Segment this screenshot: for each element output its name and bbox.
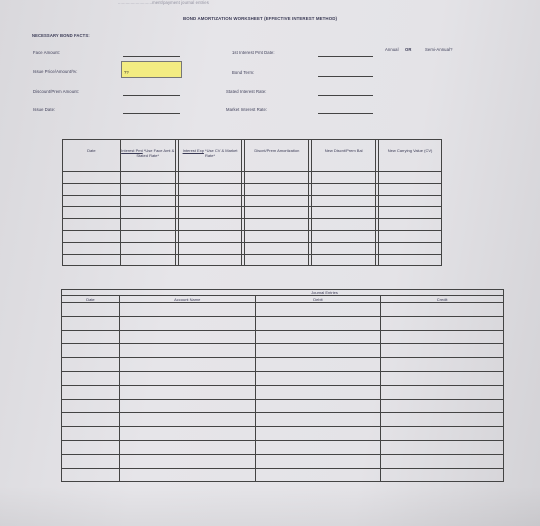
bond-term-label: Bond Term: xyxy=(232,70,255,75)
journal-cell[interactable] xyxy=(62,303,120,317)
issue-price-field[interactable] xyxy=(121,61,182,78)
amortization-cell[interactable] xyxy=(120,242,175,254)
amortization-cell[interactable] xyxy=(120,254,175,266)
journal-cell[interactable] xyxy=(381,371,504,385)
journal-cell[interactable] xyxy=(119,385,255,399)
journal-header-account: Account Name xyxy=(119,296,255,303)
amortization-cell[interactable] xyxy=(245,207,309,219)
amortization-row xyxy=(63,242,442,254)
journal-cell[interactable] xyxy=(62,344,120,358)
journal-row xyxy=(62,344,504,358)
face-amount-label: Face Amount: xyxy=(33,50,61,55)
amortization-cell[interactable] xyxy=(312,172,376,184)
journal-cell[interactable] xyxy=(119,303,255,317)
amortization-cell[interactable] xyxy=(63,242,121,254)
amortization-row xyxy=(63,219,442,231)
journal-cell[interactable] xyxy=(255,468,381,482)
market-rate-field[interactable] xyxy=(318,113,373,114)
journal-header-debit: Debit xyxy=(255,296,381,303)
amortization-cell[interactable] xyxy=(63,195,121,207)
journal-cell[interactable] xyxy=(62,371,120,385)
first-interest-field[interactable] xyxy=(318,56,373,57)
amortization-cell[interactable] xyxy=(379,242,442,254)
journal-cell[interactable] xyxy=(255,427,381,441)
issue-price-label: Issue Price/Amount/%: xyxy=(33,69,78,74)
journal-cell[interactable] xyxy=(119,427,255,441)
journal-cell[interactable] xyxy=(62,468,120,482)
header-interest-pmt: Interest Pmt *Use Face Amt & Stated Rate* xyxy=(120,140,175,172)
amortization-cell[interactable] xyxy=(312,230,376,242)
worksheet-title: BOND AMORTIZATION WORKSHEET (EFFECTIVE INTEREST METHOD) xyxy=(183,16,338,21)
photo-shadow xyxy=(0,486,540,526)
journal-cell[interactable] xyxy=(381,316,504,330)
journal-cell[interactable] xyxy=(255,316,381,330)
or-text: OR xyxy=(405,47,412,52)
amortization-cell[interactable] xyxy=(63,230,121,242)
journal-cell[interactable] xyxy=(255,454,381,468)
journal-cell[interactable] xyxy=(255,385,381,399)
journal-cell[interactable] xyxy=(381,330,504,344)
journal-cell[interactable] xyxy=(62,440,120,454)
amortization-cell[interactable] xyxy=(120,183,175,195)
journal-header-row xyxy=(62,296,504,303)
amortization-body xyxy=(63,172,442,266)
journal-cell[interactable] xyxy=(381,413,504,427)
journal-cell[interactable] xyxy=(119,468,255,482)
issue-date-label: Issue Date: xyxy=(33,107,56,112)
journal-cell[interactable] xyxy=(62,427,120,441)
amortization-cell[interactable] xyxy=(312,183,376,195)
amortization-cell[interactable] xyxy=(63,172,121,184)
amortization-cell[interactable] xyxy=(312,195,376,207)
stated-rate-label: Stated Interest Rate: xyxy=(226,89,267,94)
journal-cell[interactable] xyxy=(255,358,381,372)
journal-cell[interactable] xyxy=(119,399,255,413)
header-date: Date xyxy=(63,140,121,172)
amortization-cell[interactable] xyxy=(379,195,442,207)
bond-facts-heading: NECESSARY BOND FACTS: xyxy=(32,33,90,38)
journal-cell[interactable] xyxy=(62,316,120,330)
market-rate-label: Market Interest Rate: xyxy=(226,107,268,112)
journal-cell[interactable] xyxy=(381,358,504,372)
amortization-row xyxy=(63,230,442,242)
journal-cell[interactable] xyxy=(119,358,255,372)
journal-cell[interactable] xyxy=(119,330,255,344)
amortization-cell[interactable] xyxy=(63,254,121,266)
journal-row xyxy=(62,440,504,454)
journal-row xyxy=(62,427,504,441)
discount-prem-label: Discount/Prem Amount: xyxy=(33,89,80,94)
header-discount-amortization: Discnt/Prem Amortization xyxy=(245,140,309,172)
amortization-cell[interactable] xyxy=(120,207,175,219)
amortization-row xyxy=(63,183,442,195)
amortization-cell[interactable] xyxy=(379,172,442,184)
issue-date-field[interactable] xyxy=(123,113,180,114)
journal-row xyxy=(62,399,504,413)
journal-cell[interactable] xyxy=(255,413,381,427)
journal-cell[interactable] xyxy=(119,413,255,427)
journal-cell[interactable] xyxy=(255,399,381,413)
journal-cell[interactable] xyxy=(119,440,255,454)
first-interest-label: 1st Interest Pmt Date: xyxy=(232,50,275,55)
amortization-cell[interactable] xyxy=(120,230,175,242)
journal-cell[interactable] xyxy=(255,371,381,385)
annual-option[interactable]: Annual xyxy=(385,47,399,52)
semi-annual-option[interactable]: Semi-Annual? xyxy=(425,47,453,52)
journal-row xyxy=(62,358,504,372)
amortization-cell[interactable] xyxy=(379,230,442,242)
journal-row xyxy=(62,316,504,330)
journal-table xyxy=(61,289,504,482)
journal-row xyxy=(62,468,504,482)
journal-cell[interactable] xyxy=(119,371,255,385)
amortization-table xyxy=(62,139,442,266)
journal-cell[interactable] xyxy=(255,303,381,317)
journal-header-date: Date xyxy=(62,296,120,303)
amortization-cell[interactable] xyxy=(379,207,442,219)
amortization-cell[interactable] xyxy=(178,242,242,254)
journal-cell[interactable] xyxy=(119,344,255,358)
journal-row xyxy=(62,385,504,399)
top-partial-text: ...........................ment/payment journal entries xyxy=(118,0,209,5)
journal-row xyxy=(62,413,504,427)
amortization-cell[interactable] xyxy=(178,207,242,219)
amortization-cell[interactable] xyxy=(120,172,175,184)
header-new-discount-bal: New Discnt/Prem Bal xyxy=(312,140,376,172)
journal-cell[interactable] xyxy=(119,454,255,468)
journal-row xyxy=(62,454,504,468)
amortization-cell[interactable] xyxy=(379,219,442,231)
journal-cell[interactable] xyxy=(62,330,120,344)
issue-price-value: ?? xyxy=(124,70,129,75)
journal-cell[interactable] xyxy=(381,385,504,399)
amortization-cell[interactable] xyxy=(120,219,175,231)
journal-row xyxy=(62,330,504,344)
amortization-cell[interactable] xyxy=(178,172,242,184)
journal-cell[interactable] xyxy=(62,358,120,372)
amortization-cell[interactable] xyxy=(312,254,376,266)
amortization-cell[interactable] xyxy=(312,207,376,219)
amortization-cell[interactable] xyxy=(178,219,242,231)
amortization-cell[interactable] xyxy=(178,195,242,207)
bond-term-field[interactable] xyxy=(318,76,373,77)
header-interest-exp: Interest Exp *Use CV & Market Rate* xyxy=(178,140,242,172)
journal-cell[interactable] xyxy=(381,303,504,317)
amortization-row xyxy=(63,172,442,184)
journal-cell[interactable] xyxy=(255,440,381,454)
amortization-cell[interactable] xyxy=(379,183,442,195)
journal-cell[interactable] xyxy=(381,344,504,358)
amortization-row xyxy=(63,207,442,219)
journal-cell[interactable] xyxy=(255,330,381,344)
amortization-cell[interactable] xyxy=(379,254,442,266)
amortization-cell[interactable] xyxy=(245,195,309,207)
amortization-row xyxy=(63,254,442,266)
amortization-cell[interactable] xyxy=(245,219,309,231)
journal-cell[interactable] xyxy=(381,468,504,482)
journal-cell[interactable] xyxy=(62,385,120,399)
header-new-carrying-value: New Carrying Value (CV) xyxy=(379,140,442,172)
amortization-cell[interactable] xyxy=(312,219,376,231)
journal-cell[interactable] xyxy=(62,413,120,427)
amortization-cell[interactable] xyxy=(178,230,242,242)
discount-prem-field[interactable] xyxy=(123,95,180,96)
amortization-cell[interactable] xyxy=(245,242,309,254)
amortization-cell[interactable] xyxy=(245,230,309,242)
amortization-row xyxy=(63,195,442,207)
journal-cell[interactable] xyxy=(381,440,504,454)
amortization-cell[interactable] xyxy=(245,172,309,184)
journal-title: Journal Entries xyxy=(311,290,338,295)
amortization-cell[interactable] xyxy=(245,183,309,195)
journal-header-credit: Credit xyxy=(381,296,504,303)
amortization-cell[interactable] xyxy=(120,195,175,207)
amortization-cell[interactable] xyxy=(63,183,121,195)
face-amount-field[interactable] xyxy=(123,56,180,57)
amortization-cell[interactable] xyxy=(63,219,121,231)
journal-row xyxy=(62,371,504,385)
journal-cell[interactable] xyxy=(381,427,504,441)
amortization-cell[interactable] xyxy=(178,254,242,266)
stated-rate-field[interactable] xyxy=(318,95,373,96)
journal-cell[interactable] xyxy=(255,344,381,358)
amortization-header-row xyxy=(63,140,442,172)
journal-cell[interactable] xyxy=(381,399,504,413)
journal-cell[interactable] xyxy=(62,454,120,468)
journal-cell[interactable] xyxy=(62,399,120,413)
journal-cell[interactable] xyxy=(119,316,255,330)
amortization-cell[interactable] xyxy=(63,207,121,219)
amortization-cell[interactable] xyxy=(178,183,242,195)
journal-body xyxy=(62,303,504,482)
journal-cell[interactable] xyxy=(381,454,504,468)
amortization-cell[interactable] xyxy=(312,242,376,254)
amortization-cell[interactable] xyxy=(245,254,309,266)
journal-row xyxy=(62,303,504,317)
